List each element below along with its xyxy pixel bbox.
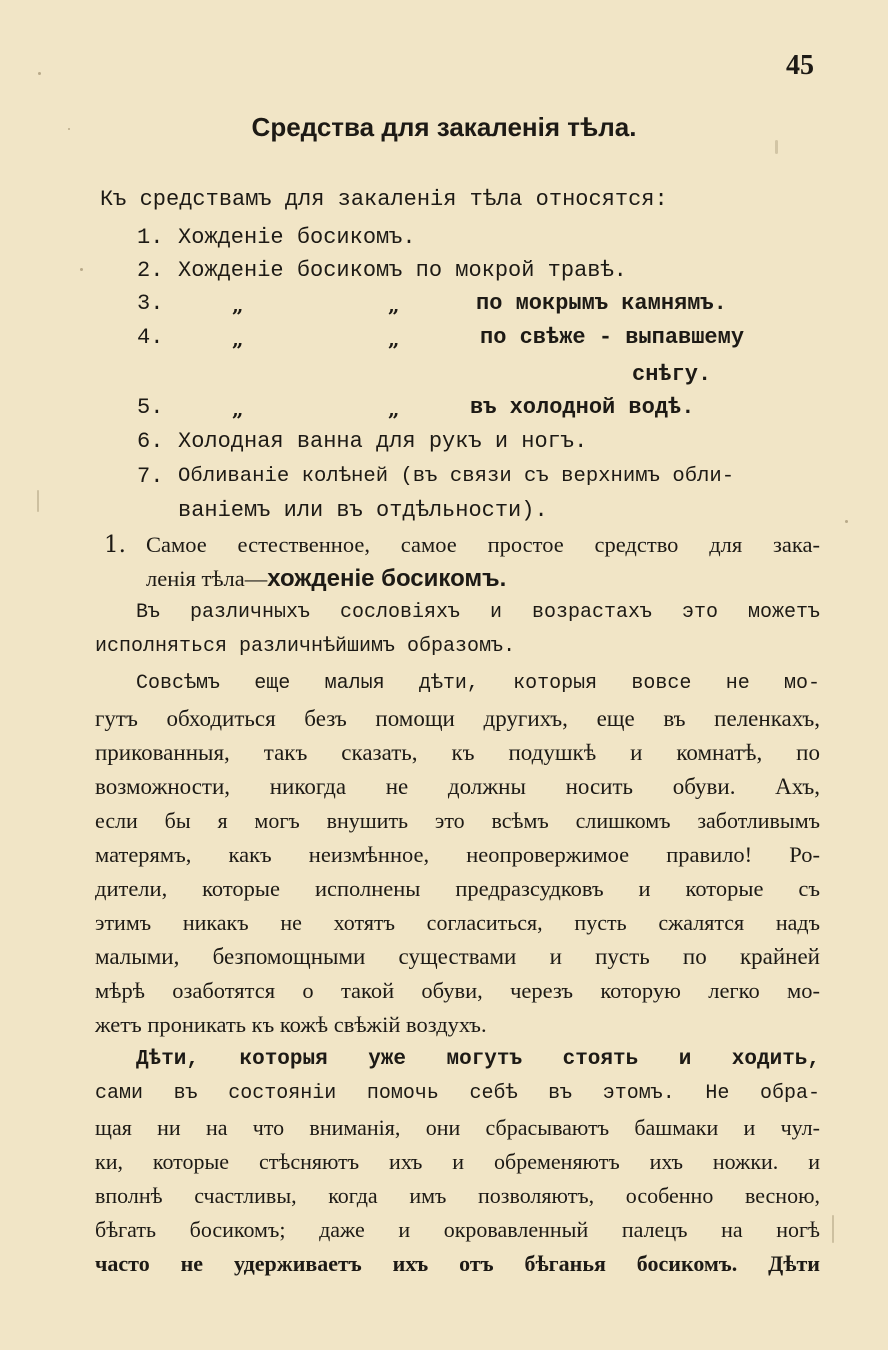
- section-line: [146, 566, 506, 592]
- paragraph-line: дители, которые исполнены предразсудковъ и которые съ: [95, 876, 820, 901]
- list-item-text: Обливаніе колѣней (въ связи съ верхнимъ обли-: [178, 465, 735, 488]
- paper-speck: [845, 520, 848, 523]
- paragraph-line: мѣрѣ озаботятся о такой обуви, черезъ которую легко мо-: [95, 978, 820, 1003]
- list-number: 2.: [137, 258, 164, 283]
- list-number: 5.: [137, 395, 164, 420]
- paragraph-line: Дѣти, которыя уже могутъ стоять и ходить,: [136, 1048, 820, 1071]
- page-title: Средства для закаленія тѣла.: [251, 112, 637, 142]
- list-item-text: по мокрымъ камнямъ.: [476, 291, 727, 316]
- ditto-mark: „: [388, 293, 400, 317]
- paper-mark: [37, 490, 39, 512]
- paragraph-line: часто не удерживаетъ ихъ отъ бѣганья босикомъ. Дѣти: [95, 1251, 820, 1276]
- list-item-text: снѣгу.: [632, 362, 712, 387]
- emphasis-text: хожденіе босикомъ.: [267, 565, 507, 592]
- list-item-text: Хожденіе босикомъ по мокрой травѣ.: [178, 258, 627, 283]
- paragraph-line: ки, которые стѣсняютъ ихъ и обременяютъ ихъ ножки. и: [95, 1149, 820, 1174]
- list-item-text: Холодная ванна для рукъ и ногъ.: [178, 429, 588, 454]
- ditto-mark: „: [232, 327, 244, 351]
- paragraph-line: возможности, никогда не должны носить обуви. Ахъ,: [95, 774, 820, 799]
- intro-line: Къ средствамъ для закаленія тѣла относятся:: [100, 187, 668, 212]
- list-number: 4.: [137, 325, 164, 350]
- paragraph-line: Въ различныхъ сословіяхъ и возрастахъ это можетъ: [136, 601, 820, 624]
- paragraph-line: сами въ состояніи помочь себѣ въ этомъ. Не обра-: [95, 1082, 820, 1105]
- paper-speck: [80, 268, 83, 271]
- list-number: 6.: [137, 429, 164, 454]
- ditto-mark: „: [388, 327, 400, 351]
- paragraph-line: малыми, безпомощными существами и пусть по крайней: [95, 944, 820, 969]
- paper-mark: [775, 140, 778, 154]
- list-item-text: въ холодной водѣ.: [470, 395, 695, 420]
- list-number: 7.: [137, 464, 164, 489]
- list-number: 1.: [137, 225, 164, 250]
- paragraph-line: жетъ проникать къ кожѣ свѣжій воздухъ.: [95, 1012, 487, 1037]
- list-item-text: ваніемъ или въ отдѣльности).: [178, 498, 548, 523]
- paper-speck: [68, 128, 70, 130]
- paragraph-line: Совсѣмъ еще малыя дѣти, которыя вовсе не мо-: [136, 672, 820, 695]
- paragraph-line: матерямъ, какъ неизмѣнное, неопровержимое правило! Ро-: [95, 842, 820, 867]
- ditto-mark: „: [232, 397, 244, 421]
- page-number: 45: [786, 50, 814, 81]
- paragraph-line: гутъ обходиться безъ помощи другихъ, еще въ пеленкахъ,: [95, 706, 820, 731]
- paragraph-line: бѣгать босикомъ; даже и окровавленный палецъ на ногѣ: [95, 1217, 820, 1242]
- section-number: 1.: [104, 532, 126, 558]
- paragraph-line: щая ни на что вниманія, они сбрасываютъ башмаки и чул-: [95, 1115, 820, 1140]
- paragraph-line: этимъ никакъ не хотятъ согласиться, пусть сжалятся надъ: [95, 910, 820, 935]
- list-item-text: Хожденіе босикомъ.: [178, 225, 416, 250]
- section-text: ленія тѣла—: [146, 566, 268, 591]
- paragraph-line: если бы я могъ внушить это всѣмъ слишкомъ заботливымъ: [95, 808, 820, 833]
- paragraph-line: исполняться различнѣйшимъ образомъ.: [95, 635, 516, 658]
- paragraph-line: вполнѣ счастливы, когда имъ позволяютъ, особенно весною,: [95, 1183, 820, 1208]
- list-number: 3.: [137, 291, 164, 316]
- paper-mark: [832, 1215, 834, 1243]
- paragraph-line: прикованныя, такъ сказать, къ подушкѣ и комнатѣ, по: [95, 740, 820, 765]
- section-line: Самое естественное, самое простое средство для зака-: [146, 532, 820, 557]
- ditto-mark: „: [232, 293, 244, 317]
- list-item-text: по свѣже - выпавшему: [480, 325, 745, 350]
- ditto-mark: „: [388, 397, 400, 421]
- paper-speck: [38, 72, 41, 75]
